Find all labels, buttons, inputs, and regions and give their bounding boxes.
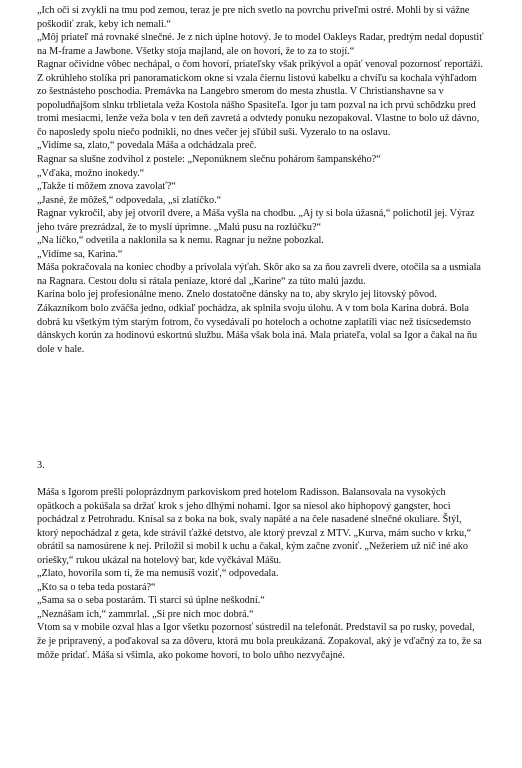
chapter-2-ending-text: [37, 4, 485, 356]
paragraph: „Kto sa o teba teda postará?“: [37, 581, 156, 593]
paragraph: „Jasné, že môžeš,“ odpovedala, „si zlatíčko.“: [37, 194, 222, 206]
chapter-number: 3.: [37, 460, 45, 471]
paragraph: Karina bolo jej profesionálne meno. Znelo dostatočne dánsky na to, aby skrylo jej litovský pôvod. Zákazníkom bolo zväčša jedno, odkiaľ pochádza, ak splnila svoju úlohu. A v tom bola Karina dobrá. Bola dobrá ku všetkým tým starým fotrom, čo vysedávali po hoteloch a ochotne zaplatili viac než tisícsedemsto dánskych korún za hodinovú eskortnú službu. Máša však bola iná. Mala priateľa, volal sa Igor a čakal na ňu dole v hale.: [37, 289, 478, 355]
paragraph: Z okrúhleho stolíka pri panoramatickom okne si vzala čiernu listovú kabelku a chvíľu sa kochala výhľadom zo šestnásteho poschodia. Premávka na Langebro smerom do mesta zhustla. V Christianshavne sa v popoludňajšom slnku trblietala veža Kostola nášho Spasiteľa. Igor ju tam pozval na ich prvú schôdzku pred tromi mesiacmi, lenže veža bola v ten deň zavretá a odvtedy ponuku nezopakoval. Vlastne to bolo už dávno, čo naposledy spolu niečo podnikli, no dnes večer jej sľúbil suši. Vyzeralo to na oslavu.: [37, 72, 480, 138]
paragraph: Máša s Igorom prešli poloprázdnym parkoviskom pred hotelom Radisson. Balansovala na vysokých opätkoch a pokúšala sa držať krok s jeho dlhými nohami. Igor sa niesol ako hiphopový gangster, hoci pochádzal z Petrohradu. Knísal sa z boka na bok, svaly napäté a na čele nasadené slnečné okuliare. Štýl, ktorý nepochádzal z geta, kde strávil ťažké detstvo, ale ktorý prevzal z MTV. „Kurva, mám sucho v krku,“ obrátil sa namosúrene k nej. Priložil si mobil k uchu a čakal, kým začne zvoniť. „Nežeriem už nič iné ako oriešky,“ rukou ukázal na hotelový bar, kde vyčkával Mášu.: [37, 487, 472, 566]
paragraph: „Vďaka, možno inokedy.“: [37, 167, 145, 179]
chapter-3-text: [37, 486, 485, 662]
paragraph: „Sama sa o seba postarám. Ti starci sú úplne neškodní.“: [37, 595, 265, 607]
paragraph: „Zlato, hovorila som ti, že ma nemusíš voziť,“ odpovedala.: [37, 568, 279, 580]
paragraph: Ragnar vykročil, aby jej otvoril dvere, a Máša vyšla na chodbu. „Aj ty si bola úžasná,“ polichotil jej. Výraz jeho tváre prezrádzal, že to myslí úprimne. „Malú pusu na rozlúčku?“: [37, 208, 475, 233]
paragraph: „Vidíme sa, Karina.“: [37, 248, 123, 260]
paragraph: „Ich oči si zvykli na tmu pod zemou, teraz je pre nich svetlo na povrchu priveľmi ostré. Mohli by si vážne poškodiť zrak, keby ich nemali.“: [37, 5, 470, 30]
paragraph: „Vidíme sa, zlato,“ povedala Máša a odchádzala preč.: [37, 140, 257, 152]
paragraph: „Môj priateľ má rovnaké slnečné. Je z nich úplne hotový. Je to model Oakleys Radar, predtým nedal dopustiť na M-frame a Jawbone. Všetky stoja majland, ale on hovorí, že to za to stojí.“: [37, 32, 484, 57]
paragraph: „Neznášam ich,“ zammrlal. „Si pre nich moc dobrá.“: [37, 608, 254, 620]
paragraph: Ragnar očividne vôbec nechápal, o čom hovorí, priateľsky však prikývol a opäť venoval pozornosť reportáži.: [37, 59, 483, 71]
paragraph: „Takže ti môžem znova zavolať?“: [37, 181, 176, 193]
paragraph: Vtom sa v mobile ozval hlas a Igor všetku pozornosť sústredil na telefonát. Predstavil sa po rusky, povedal, že je pripravený, a poďakoval sa za dôveru, ktorá mu bola preukázaná. Zopakoval, aký je vďačný za to, že sa môže pridať. Máša si všimla, ako pokome hovorí, to bolo uňho nezvyčajné.: [37, 622, 482, 661]
paragraph: Ragnar sa slušne zodvihol z postele: „Neponúknem slečnu pohárom šampanského?“: [37, 154, 381, 166]
paragraph: „Na líčko,“ odvetila a naklonila sa k nemu. Ragnar ju nežne pobozkal.: [37, 235, 324, 247]
paragraph: Máša pokračovala na koniec chodby a privolala výťah. Skôr ako sa za ňou zavreli dvere, otočila sa a usmiala na Ragnara. Cestou dolu si rátala peniaze, ktoré dal „Karine“ za túto malú jazdu.: [37, 262, 481, 287]
